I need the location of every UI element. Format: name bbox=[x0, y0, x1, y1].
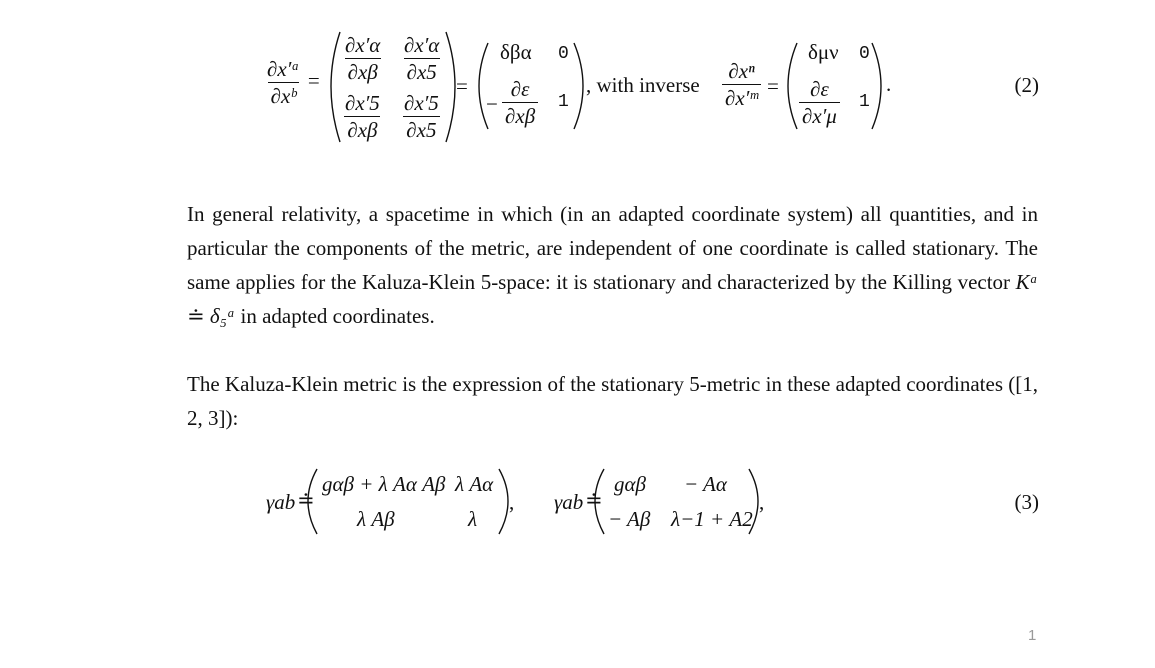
inverse-r1c2: 0 bbox=[859, 44, 870, 64]
metric-comma: , bbox=[509, 490, 515, 514]
result-r1c1: δβα bbox=[500, 40, 532, 64]
jacobian-left-paren bbox=[331, 32, 340, 142]
metric-r1c2: λ Aα bbox=[455, 472, 494, 496]
inverse-left-paren bbox=[788, 43, 797, 129]
lhs-numerator: ∂x′ᵃ bbox=[267, 57, 300, 81]
lhs-fraction bbox=[264, 56, 303, 109]
inverse-metric-r2c2: λ−1 + A2 bbox=[671, 507, 753, 531]
with-inverse-text: with inverse bbox=[596, 73, 700, 97]
jacobian-right-paren bbox=[446, 32, 455, 142]
paragraph-1-suffix: in adapted coordinates. bbox=[240, 304, 435, 328]
jacobian-r2c2: $\frac{\partial x'5}{\partial x5}$ bbox=[404, 91, 439, 142]
paragraph-1-prefix: by the Killing vector bbox=[834, 270, 1011, 294]
page-number: 1 bbox=[1028, 627, 1037, 644]
jacobian-r2c1: $\frac{\partial x'5}{\partial x\beta}$ bbox=[345, 91, 380, 142]
result-right-paren bbox=[574, 43, 583, 129]
lhs-denominator: ∂xᵇ bbox=[268, 82, 299, 109]
inverse-metric-r1c2: − Aα bbox=[684, 472, 727, 496]
jacobian-r1c1: $\frac{\partial x'\alpha}{\partial x\beta}$ bbox=[345, 33, 381, 84]
period: . bbox=[886, 72, 892, 96]
killing-vector-formula: Kᵃ ≐ δ₅ᵃ bbox=[187, 270, 1038, 328]
equals-sign-2: = bbox=[456, 74, 468, 98]
metric-r1c1: gαβ + λ Aα Aβ bbox=[322, 472, 446, 496]
inverse-right-paren bbox=[872, 43, 881, 129]
comma-with-inverse: , with inverse bbox=[586, 73, 700, 97]
paragraph-kaluza-klein-metric: The Kaluza-Klein metric is the expression of the stationary 5-metric in these adapted coordinates ([1, 2, 3]): bbox=[187, 372, 1038, 430]
inverse-metric-equals: ≐ bbox=[585, 488, 603, 512]
jacobian-r1c2: $\frac{\partial x'\alpha}{\partial x5}$ bbox=[404, 33, 440, 84]
inverse-metric-lhs: γab bbox=[554, 490, 584, 514]
inverse-r2c2: 1 bbox=[859, 92, 870, 112]
metric-r2c1: λ Aβ bbox=[357, 507, 395, 531]
paragraph-1-text: In general relativity, a spacetime in which (in an adapted coordinate system) all quantities, and in particular the components of the metric, are independent of one coordinate is called stationary. The same applies for the Kaluza-Klein 5-space: it is stationary and characterized bbox=[187, 202, 1038, 294]
inverse-r2c1: $\frac{\partial\varepsilon}{\partial x'\mu}$ bbox=[799, 76, 840, 129]
metric-equals: ≐ bbox=[297, 488, 315, 512]
inverse-lhs: $\frac{\text{∂xⁿ}}{\text{∂x′ᵐ}}$ bbox=[722, 58, 761, 111]
metric-r2c2: λ bbox=[468, 507, 478, 531]
equals-sign: = bbox=[307, 68, 320, 93]
paragraph-stationary bbox=[187, 197, 1038, 333]
result-r1c2: 0 bbox=[558, 44, 569, 64]
metric-lhs: γab bbox=[266, 490, 296, 514]
equation-2-number: (2) bbox=[1014, 73, 1039, 97]
result-r2c1: $\frac{\partial\varepsilon}{\partial x\beta}$ bbox=[502, 76, 538, 129]
inverse-metric-comma: , bbox=[759, 490, 765, 514]
equals-sign-3: = bbox=[767, 74, 779, 98]
inverse-metric-r1c1: gαβ bbox=[614, 472, 646, 496]
equation-3-number: (3) bbox=[1014, 490, 1039, 514]
inverse-r1c1: δμν bbox=[808, 40, 839, 64]
result-r2c2: 1 bbox=[558, 92, 569, 112]
equation-2 bbox=[264, 56, 320, 109]
inverse-metric-r2c1: − Aβ bbox=[608, 507, 651, 531]
result-r2c1-sign: − bbox=[486, 92, 498, 116]
metric-right-paren bbox=[499, 469, 508, 534]
